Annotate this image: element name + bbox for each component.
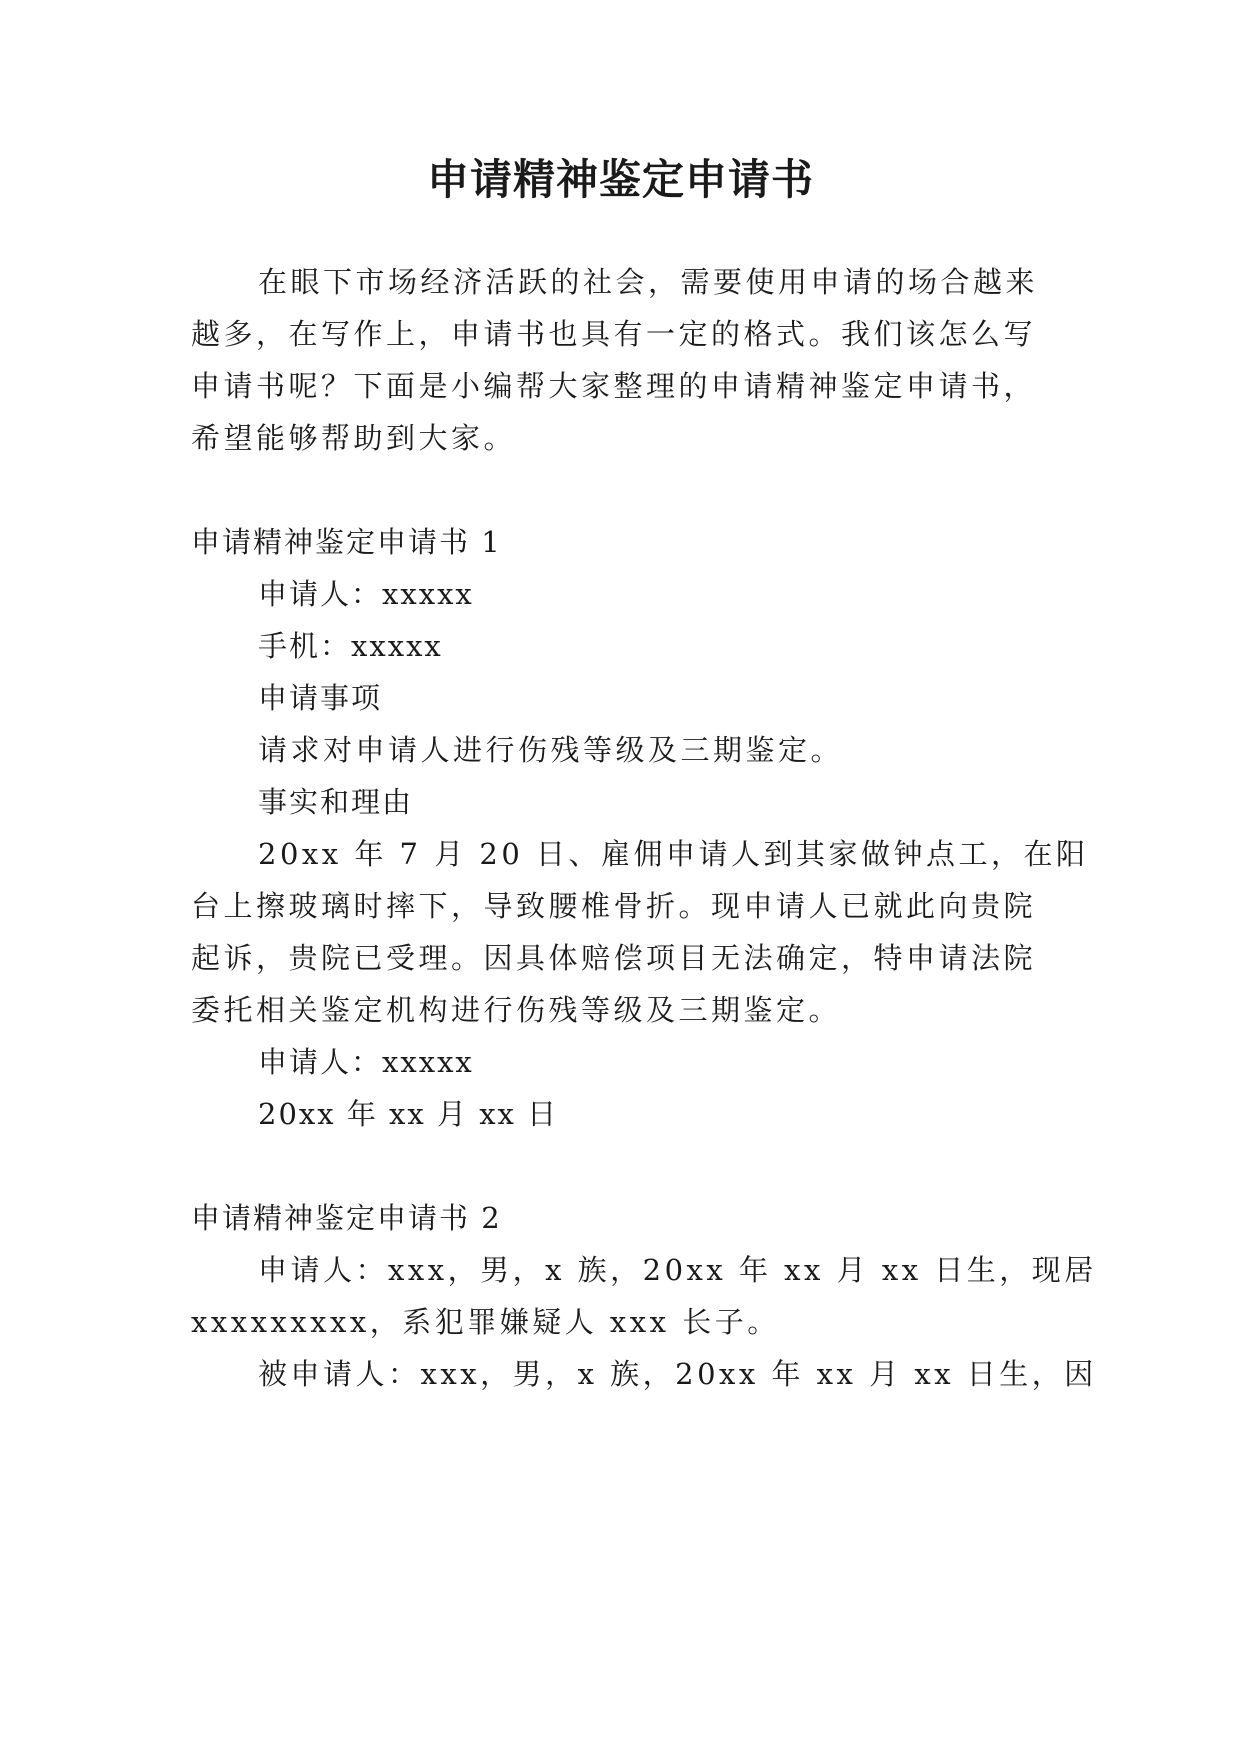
applicant-line: 申请人：xxx，男，x 族，20xx 年 xx 月 xx 日生，现居 <box>258 1253 1097 1287</box>
facts-line: 20xx 年 7 月 20 日、雇佣申请人到其家做钟点工，在阳 <box>258 837 1089 871</box>
intro-line: 希望能够帮助到大家。 <box>191 421 517 455</box>
intro-line: 申请书呢？下面是小编帮大家整理的申请精神鉴定申请书， <box>191 369 1037 403</box>
matters-text: 请求对申请人进行伤残等级及三期鉴定。 <box>258 733 844 767</box>
facts-line: 台上擦玻璃时摔下，导致腰椎骨折。现申请人已就此向贵院 <box>191 889 1037 923</box>
facts-line: 委托相关鉴定机构进行伤残等级及三期鉴定。 <box>191 993 842 1027</box>
matters-label: 申请事项 <box>258 681 383 715</box>
facts-label: 事实和理由 <box>258 785 414 819</box>
intro-line: 越多，在写作上，申请书也具有一定的格式。我们该怎么写 <box>191 317 1037 351</box>
applicant-line: 申请人：xxxxx <box>258 577 474 611</box>
section-heading: 申请精神鉴定申请书 1 <box>191 525 502 559</box>
date-line: 20xx 年 xx 月 xx 日 <box>258 1097 559 1131</box>
signature-line: 申请人：xxxxx <box>258 1045 474 1079</box>
applicant-line: xxxxxxxxx，系犯罪嫌疑人 xxx 长子。 <box>191 1305 780 1339</box>
phone-line: 手机：xxxxx <box>258 629 443 663</box>
document-title: 申请精神鉴定申请书 <box>426 155 814 204</box>
facts-line: 起诉，贵院已受理。因具体赔偿项目无法确定，特申请法院 <box>191 941 1037 975</box>
respondent-line: 被申请人：xxx，男，x 族，20xx 年 xx 月 xx 日生，因 <box>258 1357 1097 1391</box>
intro-line: 在眼下市场经济活跃的社会，需要使用申请的场合越来 <box>258 265 1039 299</box>
section-heading: 申请精神鉴定申请书 2 <box>191 1201 502 1235</box>
